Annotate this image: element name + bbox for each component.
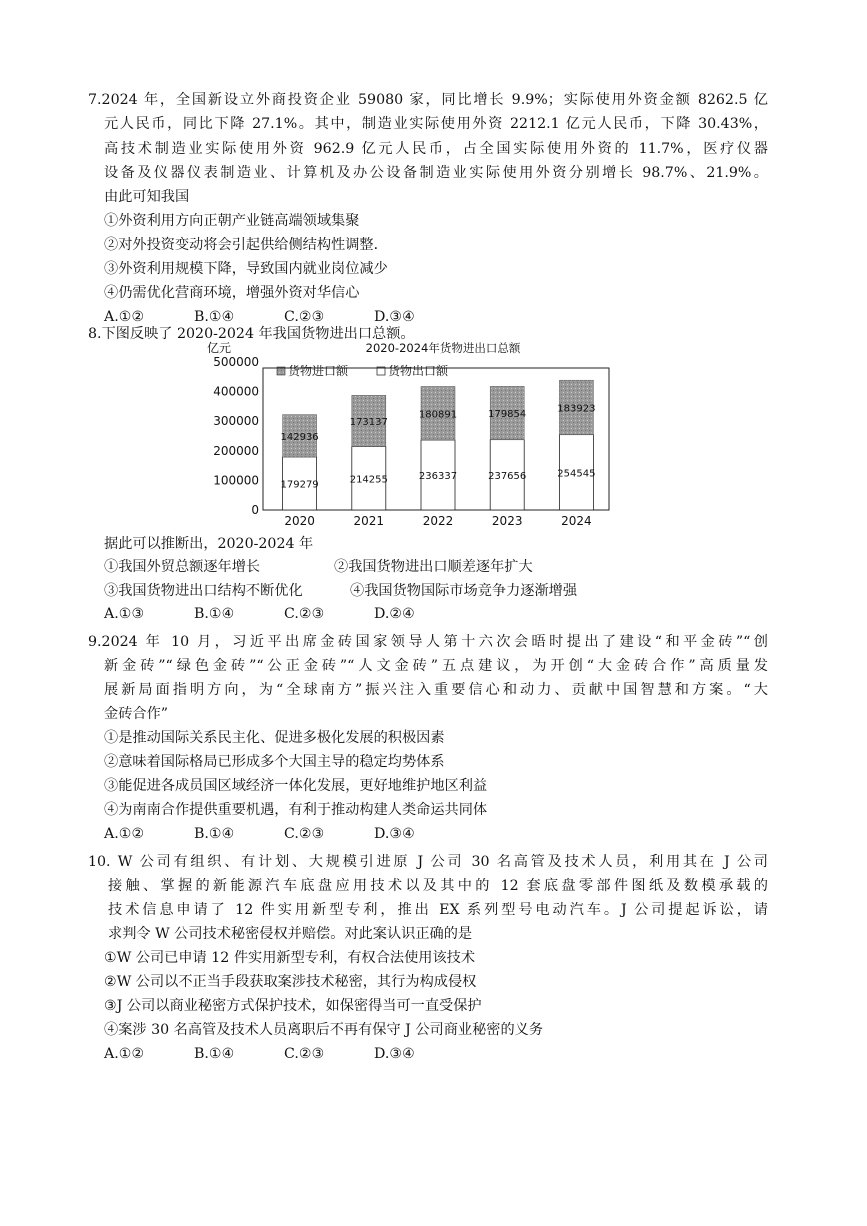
- q9-statement: ③能促进各成员国区域经济一体化发展，更好地维护地区利益: [104, 778, 488, 794]
- label-export-2022: 236337: [418, 471, 458, 483]
- q10-stem-line: 求判令 W 公司技术秘密侵权并赔偿。对此案认识正确的是: [108, 926, 473, 942]
- legend-label-export: 货物出口额: [388, 364, 449, 378]
- chart-title: 2020-2024年货物进出口总额: [365, 341, 521, 355]
- x-tick-label: 2024: [561, 514, 592, 528]
- q9-option-d[interactable]: D.③④: [374, 826, 415, 842]
- chart-y-axis-label: 亿元: [207, 341, 232, 355]
- legend-label-import: 货物进口额: [288, 364, 349, 378]
- q8-options: [104, 603, 504, 625]
- q10-stem-line: 10. W 公司有组织、有计划、大规模引进原 J 公司 30 名高管及技术人员，利用其在 J 公司: [88, 854, 768, 870]
- y-tick-label: 400000: [213, 384, 259, 399]
- q7-option-b[interactable]: B.①④: [194, 309, 235, 325]
- x-tick-label: 2023: [491, 514, 523, 528]
- label-export-2020: 179279: [280, 479, 319, 491]
- q9-stem-line: 展新局面指明方向，为“全球南方”振兴注入重要信心和动力、贡献中国智慧和方案。“大: [104, 682, 768, 698]
- label-import-2020: 142936: [280, 431, 319, 443]
- q9-option-a[interactable]: A.①②: [104, 826, 145, 842]
- q7-statement: ②对外投资变动将会引起供给侧结构性调整．: [104, 237, 388, 253]
- x-tick-label: 2021: [353, 514, 385, 528]
- q8-option-d[interactable]: D.②④: [374, 606, 415, 622]
- q7-stem-line: 7.2024 年，全国新设立外商投资企业 59080 家，同比增长 9.9%；实际使用外资金额 8262.5 亿: [88, 92, 768, 108]
- chart-y-ticks: [213, 355, 259, 517]
- q10-options: [104, 1043, 504, 1065]
- trade-bar-chart: [205, 338, 615, 528]
- q9-statement: ②意味着国际格局已形成多个大国主导的稳定均势体系: [104, 754, 445, 770]
- q7-stem-line: 由此可知我国: [104, 189, 190, 205]
- q10-stem-line: 技术信息申请了 12 件实用新型专利，推出 EX 系列型号电动汽车。J 公司提起诉讼，请: [108, 902, 768, 918]
- q8-option-a[interactable]: A.①③: [104, 606, 145, 622]
- q10-option-a[interactable]: A.①②: [104, 1046, 145, 1062]
- q10-option-b[interactable]: B.①④: [194, 1046, 235, 1062]
- q8-option-c[interactable]: C.②③: [284, 606, 325, 622]
- q10-statement: ③J 公司以商业秘密方式保护技术，如保密得当可一直受保护: [104, 998, 482, 1014]
- q10-statement: ④案涉 30 名高管及技术人员离职后不再有保守 J 公司商业秘密的义务: [104, 1022, 544, 1038]
- q9-stem-line: 9.2024 年 10 月，习近平出席金砖国家领导人第十六次会晤时提出了建设“和平金砖”“创: [88, 634, 768, 650]
- q8-statement: ②我国货物进出口顺差逐年扩大: [334, 559, 533, 575]
- q9-option-b[interactable]: B.①④: [194, 826, 235, 842]
- y-tick-label: 500000: [213, 355, 259, 369]
- label-import-2024: 183923: [557, 403, 596, 415]
- q9-options: [104, 823, 504, 845]
- x-tick-label: 2022: [422, 514, 454, 528]
- q8-stem: 8.下图反映了 2020-2024 年我国货物进出口总额。: [88, 326, 415, 342]
- q7-statement: ③外资利用规模下降，导致国内就业岗位减少: [104, 261, 388, 277]
- label-import-2021: 173137: [349, 416, 388, 428]
- y-tick-label: 0: [251, 503, 259, 517]
- q9-stem-line: 新金砖”“绿色金砖”“公正金砖”“人文金砖”五点建议，为开创“大金砖合作”高质量发: [104, 658, 768, 674]
- y-tick-label: 300000: [213, 414, 259, 429]
- q7-option-d[interactable]: D.③④: [374, 309, 415, 325]
- q9-statement: ①是推动国际关系民主化、促进多极化发展的积极因素: [104, 730, 445, 746]
- q8-statement: ④我国货物国际市场竞争力逐渐增强: [350, 583, 578, 599]
- y-tick-label: 200000: [213, 443, 259, 458]
- q7-stem-line: 元人民币，同比下降 27.1%。其中，制造业实际使用外资 2212.1 亿元人民币，下降 30.43%，: [104, 116, 768, 132]
- q7-statement: ④仍需优化营商环境，增强外资对华信心: [104, 285, 360, 301]
- label-import-2023: 179854: [488, 409, 527, 421]
- label-export-2024: 254545: [557, 468, 596, 480]
- x-tick-label: 2020: [284, 514, 315, 528]
- label-import-2022: 180891: [418, 409, 458, 421]
- q7-stem-line: 设备及仪器仪表制造业、计算机及办公设备制造业实际使用外资分别增长 98.7%、21.9%。: [104, 165, 768, 181]
- y-tick-label: 100000: [213, 473, 259, 488]
- q9-statement: ④为南南合作提供重要机遇，有利于推动构建人类命运共同体: [104, 802, 488, 818]
- q10-statement: ①W 公司已申请 12 件实用新型专利，有权合法使用该技术: [104, 950, 476, 966]
- label-export-2021: 214255: [349, 474, 388, 486]
- q8-statement: ①我国外贸总额逐年增长: [104, 559, 261, 575]
- q8-question: 据此可以推断出，2020-2024 年: [104, 536, 314, 552]
- chart-x-ticks: [284, 514, 591, 528]
- q9-option-c[interactable]: C.②③: [284, 826, 325, 842]
- q7-stem-line: 高技术制造业实际使用外资 962.9 亿元人民币，占全国实际使用外资的 11.7%，医疗仪器: [104, 141, 768, 157]
- q7-option-a[interactable]: A.①②: [104, 309, 145, 325]
- q8-option-b[interactable]: B.①④: [194, 606, 235, 622]
- q7-statement: ①外资利用方向正朝产业链高端领域集聚: [104, 213, 360, 229]
- q10-option-d[interactable]: D.③④: [374, 1046, 415, 1062]
- label-export-2023: 237656: [488, 470, 527, 482]
- q9-stem-line: 金砖合作”: [104, 706, 169, 722]
- chart-legend: [277, 363, 449, 378]
- q10-option-c[interactable]: C.②③: [284, 1046, 325, 1062]
- q10-statement: ②W 公司以不正当手段获取案涉技术秘密，其行为构成侵权: [104, 974, 477, 990]
- q8-statement: ③我国货物进出口结构不断优化: [104, 583, 303, 599]
- q7-option-c[interactable]: C.②③: [284, 309, 325, 325]
- q10-stem-line: 接触、掌握的新能源汽车底盘应用技术以及其中的 12 套底盘零部件图纸及数模承载的: [108, 878, 768, 894]
- chart-bars: [281, 380, 596, 510]
